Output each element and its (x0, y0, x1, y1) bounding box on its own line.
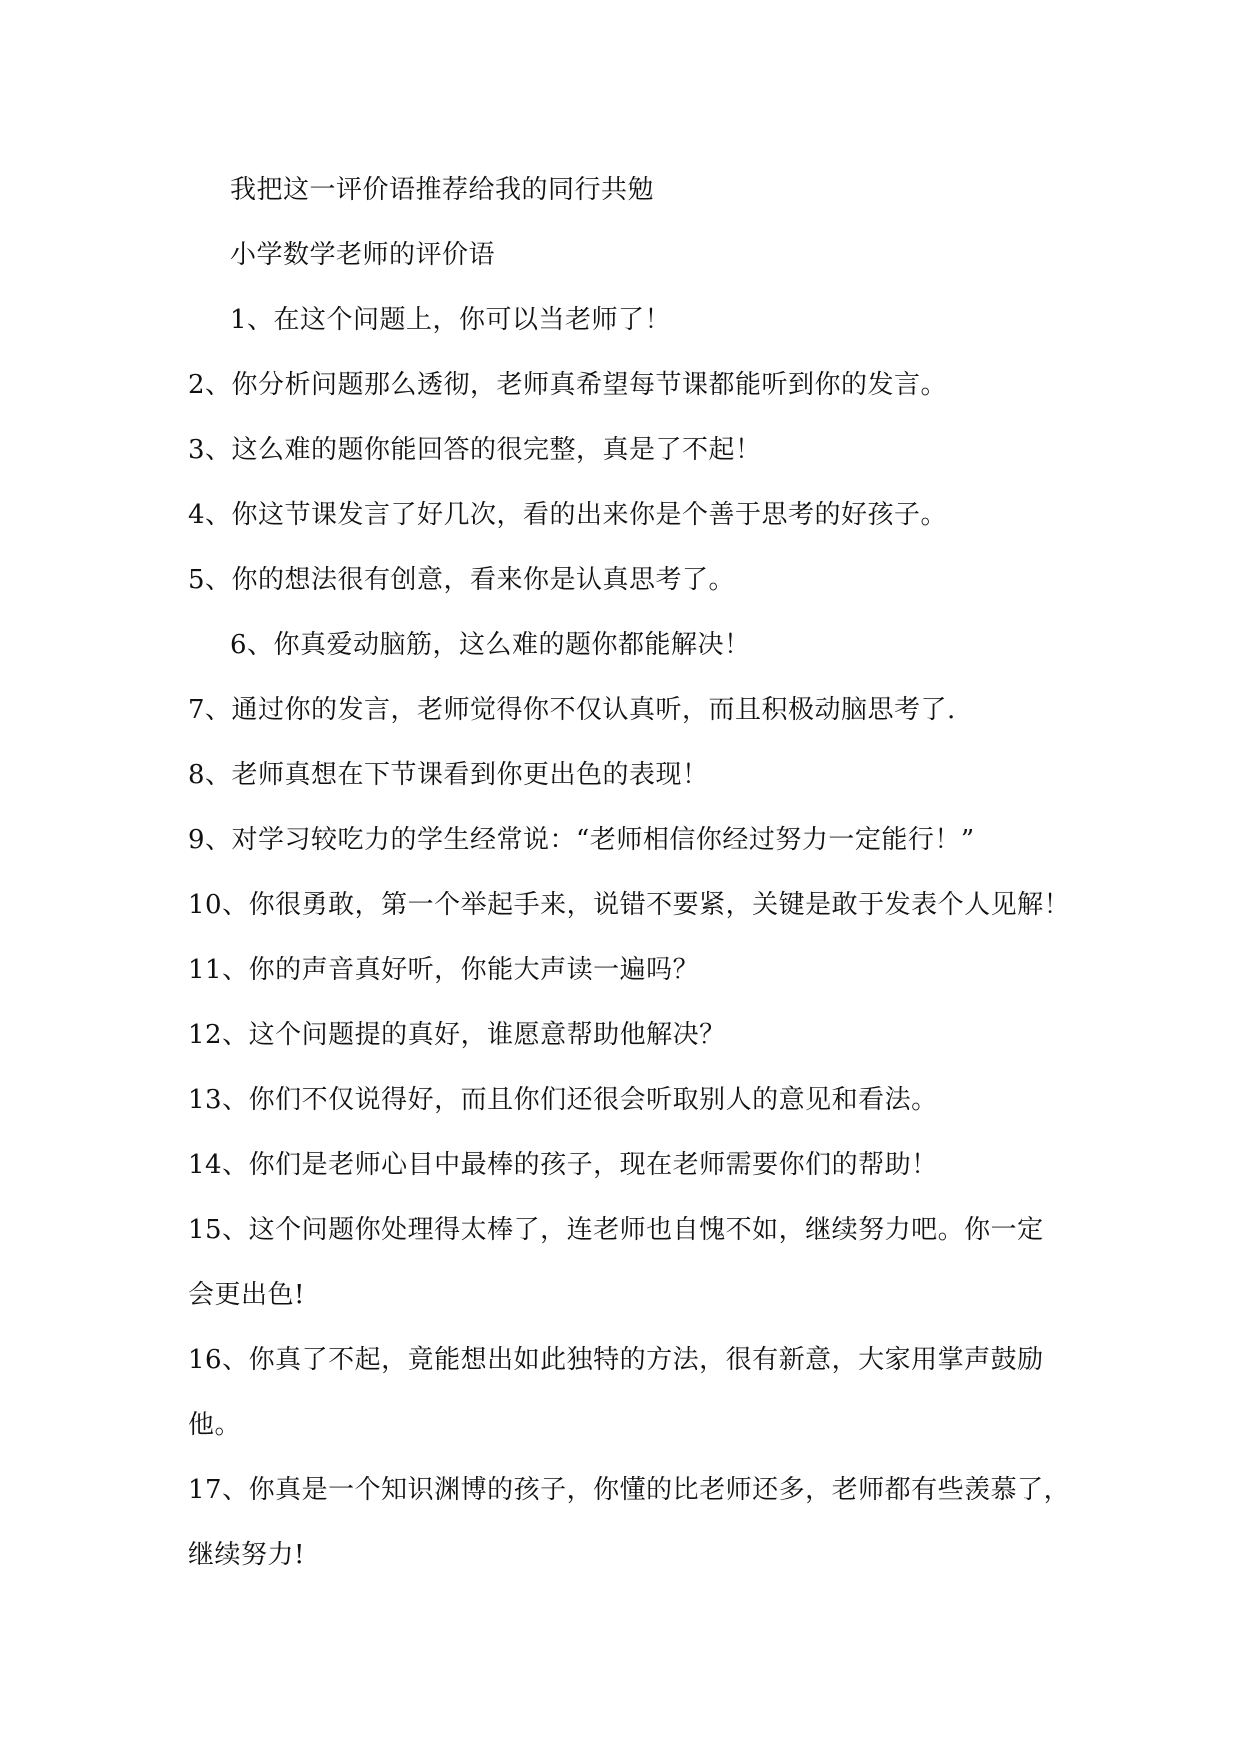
list-item: 15、这个问题你处理得太棒了，连老师也自愧不如，继续努力吧。你一定 (188, 1215, 1044, 1245)
list-item: 17、你真是一个知识渊博的孩子，你懂的比老师还多，老师都有些羡慕了， (188, 1475, 1071, 1505)
document-body (188, 158, 1071, 1588)
list-item: 13、你们不仅说得好，而且你们还很会听取别人的意见和看法。 (188, 1085, 938, 1115)
list-item: 3、这么难的题你能回答的很完整，真是了不起！ (188, 435, 762, 465)
list-item: 14、你们是老师心目中最棒的孩子，现在老师需要你们的帮助！ (188, 1150, 938, 1180)
list-item: 7、通过你的发言，老师觉得你不仅认真听，而且积极动脑思考了. (188, 695, 956, 725)
list-item: 1、在这个问题上，你可以当老师了！ (230, 305, 672, 335)
list-item-continuation: 他。 (188, 1410, 242, 1440)
intro-line: 我把这一评价语推荐给我的同行共勉 (230, 175, 655, 205)
list-item: 12、这个问题提的真好，谁愿意帮助他解决？ (188, 1020, 726, 1050)
list-item-continuation: 继续努力! (188, 1540, 305, 1570)
list-item: 6、你真爱动脑筋，这么难的题你都能解决！ (230, 630, 751, 660)
list-item: 4、你这节课发言了好几次，看的出来你是个善于思考的好孩子。 (188, 500, 948, 530)
list-item: 11、你的声音真好听，你能大声读一遍吗？ (188, 955, 700, 985)
list-item: 16、你真了不起，竟能想出如此独特的方法，很有新意，大家用掌声鼓励 (188, 1345, 1044, 1375)
list-item: 2、你分析问题那么透彻，老师真希望每节课都能听到你的发言。 (188, 370, 948, 400)
list-item: 9、对学习较吃力的学生经常说：“老师相信你经过努力一定能行！” (188, 825, 975, 855)
list-item-continuation: 会更出色! (188, 1280, 305, 1310)
list-item: 5、你的想法很有创意，看来你是认真思考了。 (188, 565, 736, 595)
list-item: 8、老师真想在下节课看到你更出色的表现！ (188, 760, 709, 790)
document-title: 小学数学老师的评价语 (230, 240, 496, 270)
list-item: 10、你很勇敢，第一个举起手来，说错不要紧，关键是敢于发表个人见解！ (188, 890, 1071, 920)
